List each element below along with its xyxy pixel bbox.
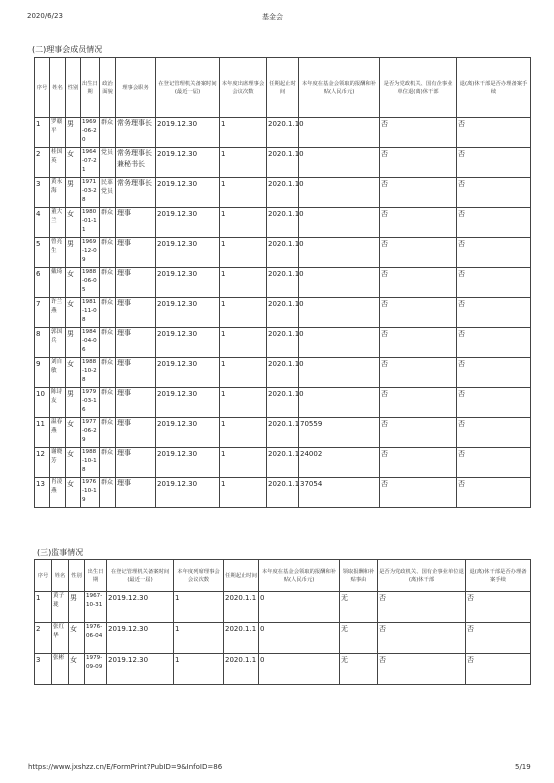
- cell-retired: 否: [380, 448, 457, 478]
- column-header: 本年度在基金会领取的报酬和补贴(人民币元): [299, 58, 380, 118]
- table-row: [35, 478, 531, 508]
- cell-no: 3: [35, 178, 50, 208]
- cell-birth: 1988-06-05: [81, 268, 100, 298]
- table-row: [35, 654, 531, 685]
- column-header: 退(离)休干部是否办理备案手续: [466, 560, 531, 592]
- cell-sex: 女: [66, 268, 81, 298]
- cell-sex: 男: [66, 388, 81, 418]
- cell-party: 群众: [100, 298, 116, 328]
- cell-role: 常务理事长兼秘书长: [116, 148, 156, 178]
- print-date: 2020/6/23: [27, 12, 63, 20]
- column-header: 任期起止时间: [267, 58, 299, 118]
- supervisors-table: [34, 559, 531, 685]
- cell-no: 11: [35, 418, 50, 448]
- cell-party: 群众: [100, 238, 116, 268]
- cell-term: 2020.1.10: [267, 178, 299, 208]
- cell-party: 群众: [100, 118, 116, 148]
- cell-name: 刘自敏: [50, 358, 66, 388]
- cell-pay: [299, 118, 380, 148]
- cell-term: 2020.1.10: [267, 148, 299, 178]
- table-row: [35, 268, 531, 298]
- cell-filed: 2019.12.30: [156, 148, 220, 178]
- cell-registered: 否: [457, 238, 531, 268]
- cell-pay: 24002: [299, 448, 380, 478]
- cell-no: 7: [35, 298, 50, 328]
- cell-retired: 否: [380, 328, 457, 358]
- cell-registered: 否: [457, 358, 531, 388]
- cell-birth: 1967-10-31: [85, 592, 107, 623]
- cell-sex: 女: [66, 358, 81, 388]
- cell-retired: 否: [378, 623, 466, 654]
- cell-no: 5: [35, 238, 50, 268]
- cell-party: 群众: [100, 358, 116, 388]
- cell-birth: 1971-03-28: [81, 178, 100, 208]
- cell-role: 常务理事长: [116, 178, 156, 208]
- table-row: [35, 448, 531, 478]
- cell-filed: 2019.12.30: [156, 178, 220, 208]
- cell-pay: [299, 178, 380, 208]
- cell-meetings: 1: [174, 623, 224, 654]
- cell-role: 理事: [116, 328, 156, 358]
- cell-name: 黄子珑: [52, 592, 69, 623]
- column-header: 出生日期: [85, 560, 107, 592]
- cell-sex: 男: [66, 178, 81, 208]
- cell-role: 理事: [116, 238, 156, 268]
- cell-registered: 否: [466, 623, 531, 654]
- cell-no: 10: [35, 388, 50, 418]
- cell-name: 陈诗友: [50, 388, 66, 418]
- table-row: [35, 592, 531, 623]
- cell-party: 群众: [100, 478, 116, 508]
- cell-sex: 女: [66, 418, 81, 448]
- cell-party: 群众: [100, 388, 116, 418]
- cell-meetings: 1: [220, 418, 267, 448]
- column-header: 领取报酬和补贴事由: [340, 560, 378, 592]
- cell-pay: 70559: [299, 418, 380, 448]
- cell-party: 群众: [100, 208, 116, 238]
- column-header: 退(离)休干部是否办理备案手续: [457, 58, 531, 118]
- cell-filed: 2019.12.30: [156, 298, 220, 328]
- cell-role: 理事: [116, 208, 156, 238]
- cell-no: 4: [35, 208, 50, 238]
- cell-filed: 2019.12.30: [156, 208, 220, 238]
- cell-filed: 2019.12.30: [156, 448, 220, 478]
- cell-filed: 2019.12.30: [156, 268, 220, 298]
- cell-sex: 男: [66, 118, 81, 148]
- cell-reason: 无: [340, 623, 378, 654]
- cell-pay: [299, 298, 380, 328]
- cell-name: 许兰燕: [50, 298, 66, 328]
- cell-role: 理事: [116, 478, 156, 508]
- cell-pay: 0: [259, 654, 340, 685]
- cell-sex: 女: [69, 623, 85, 654]
- cell-no: 1: [35, 118, 50, 148]
- cell-filed: 2019.12.30: [156, 388, 220, 418]
- cell-meetings: 1: [220, 478, 267, 508]
- cell-no: 2: [35, 148, 50, 178]
- column-header: 性别: [66, 58, 81, 118]
- cell-name: 谢晓芳: [50, 448, 66, 478]
- cell-pay: [299, 208, 380, 238]
- cell-registered: 否: [457, 208, 531, 238]
- cell-sex: 女: [66, 298, 81, 328]
- column-header: 任期起止时间: [224, 560, 259, 592]
- table-row: [35, 298, 531, 328]
- cell-name: 桂国英: [50, 148, 66, 178]
- cell-name: 黄永海: [50, 178, 66, 208]
- cell-name: 董大兰: [50, 208, 66, 238]
- cell-birth: 1976-10-19: [81, 478, 100, 508]
- cell-term: 2020.1.1: [224, 623, 259, 654]
- cell-filed: 2019.12.30: [156, 238, 220, 268]
- column-header: 理事会职务: [116, 58, 156, 118]
- cell-meetings: 1: [220, 208, 267, 238]
- cell-term: 2020.1.1: [267, 448, 299, 478]
- cell-no: 1: [35, 592, 52, 623]
- cell-retired: 否: [380, 418, 457, 448]
- cell-meetings: 1: [220, 388, 267, 418]
- cell-name: 温春燕: [50, 418, 66, 448]
- cell-retired: 否: [380, 358, 457, 388]
- cell-name: 戴琦: [50, 268, 66, 298]
- table-row: [35, 358, 531, 388]
- cell-sex: 女: [66, 448, 81, 478]
- cell-meetings: 1: [220, 448, 267, 478]
- cell-no: 13: [35, 478, 50, 508]
- cell-filed: 2019.12.30: [107, 592, 174, 623]
- cell-pay: 37054: [299, 478, 380, 508]
- cell-birth: 1969-06-20: [81, 118, 100, 148]
- table-row: [35, 418, 531, 448]
- column-header: 本年度出席理事会会议次数: [220, 58, 267, 118]
- cell-party: 民革党员: [100, 178, 116, 208]
- column-header: 序号: [35, 560, 52, 592]
- cell-term: 2020.1.1: [224, 654, 259, 685]
- cell-birth: 1988-10-18: [81, 448, 100, 478]
- cell-meetings: 1: [220, 178, 267, 208]
- column-header: 出生日期: [81, 58, 100, 118]
- cell-retired: 否: [380, 148, 457, 178]
- section3-heading: (三)监事情况: [37, 548, 84, 557]
- cell-party: 群众: [100, 328, 116, 358]
- cell-retired: 否: [380, 178, 457, 208]
- cell-name: 罗赣平: [50, 118, 66, 148]
- cell-role: 理事: [116, 448, 156, 478]
- cell-pay: 0: [259, 623, 340, 654]
- cell-role: 常务理事长: [116, 118, 156, 148]
- cell-role: 理事: [116, 268, 156, 298]
- cell-sex: 女: [66, 478, 81, 508]
- cell-sex: 男: [66, 328, 81, 358]
- footer-url[interactable]: https://www.jxshzz.cn/E/FormPrint?PubID=9&InfoID=86: [28, 763, 223, 771]
- cell-no: 8: [35, 328, 50, 358]
- cell-no: 9: [35, 358, 50, 388]
- cell-meetings: 1: [220, 328, 267, 358]
- cell-term: 2020.1.10: [267, 328, 299, 358]
- cell-term: 2020.1.10: [267, 298, 299, 328]
- column-header: 本年度列席理事会会议次数: [174, 560, 224, 592]
- cell-birth: 1964-07-21: [81, 148, 100, 178]
- cell-name: 肖凌燕: [50, 478, 66, 508]
- column-header: 姓名: [50, 58, 66, 118]
- cell-birth: 1976-06-04: [85, 623, 107, 654]
- cell-meetings: 1: [174, 592, 224, 623]
- table-row: [35, 118, 531, 148]
- column-header: 序号: [35, 58, 50, 118]
- cell-birth: 1981-11-08: [81, 298, 100, 328]
- table-row: [35, 208, 531, 238]
- table-row: [35, 328, 531, 358]
- cell-birth: 1979-03-16: [81, 388, 100, 418]
- cell-retired: 否: [380, 238, 457, 268]
- cell-registered: 否: [457, 298, 531, 328]
- cell-sex: 男: [66, 238, 81, 268]
- cell-term: 2020.1.10: [267, 358, 299, 388]
- column-header: 政治面貌: [100, 58, 116, 118]
- board-members-table: [34, 57, 531, 508]
- cell-retired: 否: [380, 208, 457, 238]
- cell-birth: 1979-09-09: [85, 654, 107, 685]
- cell-meetings: 1: [220, 298, 267, 328]
- cell-retired: 否: [380, 268, 457, 298]
- cell-retired: 否: [380, 388, 457, 418]
- column-header: 性别: [69, 560, 85, 592]
- cell-term: 2020.1.1: [224, 592, 259, 623]
- page-title: 基金会: [262, 13, 283, 21]
- cell-filed: 2019.12.30: [156, 358, 220, 388]
- cell-meetings: 1: [220, 358, 267, 388]
- cell-role: 理事: [116, 418, 156, 448]
- cell-filed: 2019.12.30: [156, 118, 220, 148]
- table-row: [35, 178, 531, 208]
- cell-name: 张红华: [52, 623, 69, 654]
- cell-term: 2020.1.10: [267, 388, 299, 418]
- table-row: [35, 148, 531, 178]
- cell-birth: 1988-10-28: [81, 358, 100, 388]
- cell-pay: [299, 358, 380, 388]
- cell-party: 群众: [100, 448, 116, 478]
- cell-term: 2020.1.10: [267, 208, 299, 238]
- cell-retired: 否: [380, 298, 457, 328]
- cell-pay: 0: [259, 592, 340, 623]
- cell-filed: 2019.12.30: [156, 418, 220, 448]
- cell-retired: 否: [380, 118, 457, 148]
- cell-birth: 1980-01-11: [81, 208, 100, 238]
- cell-role: 理事: [116, 358, 156, 388]
- cell-name: 张彬: [52, 654, 69, 685]
- cell-registered: 否: [466, 592, 531, 623]
- cell-term: 2020.1.10: [267, 268, 299, 298]
- cell-birth: 1969-12-09: [81, 238, 100, 268]
- cell-term: 2020.1.10: [267, 118, 299, 148]
- table-row: [35, 238, 531, 268]
- cell-sex: 女: [66, 148, 81, 178]
- column-header: 在登记管理机关备案时间(最近一届): [107, 560, 174, 592]
- cell-registered: 否: [457, 118, 531, 148]
- cell-role: 理事: [116, 388, 156, 418]
- cell-meetings: 1: [174, 654, 224, 685]
- cell-meetings: 1: [220, 148, 267, 178]
- cell-sex: 女: [69, 654, 85, 685]
- cell-no: 6: [35, 268, 50, 298]
- cell-registered: 否: [457, 268, 531, 298]
- cell-meetings: 1: [220, 268, 267, 298]
- cell-sex: 女: [66, 208, 81, 238]
- cell-registered: 否: [466, 654, 531, 685]
- cell-party: 群众: [100, 418, 116, 448]
- cell-meetings: 1: [220, 118, 267, 148]
- column-header: 是否为党政机关、国有企事业单位退(离)休干部: [380, 58, 457, 118]
- table-row: [35, 623, 531, 654]
- footer-page-number: 5/19: [515, 763, 531, 771]
- cell-registered: 否: [457, 448, 531, 478]
- cell-birth: 1984-04-06: [81, 328, 100, 358]
- cell-registered: 否: [457, 418, 531, 448]
- cell-birth: 1977-06-29: [81, 418, 100, 448]
- column-header: 是否为党政机关、国有企事业单位退(离)休干部: [378, 560, 466, 592]
- cell-filed: 2019.12.30: [107, 623, 174, 654]
- cell-filed: 2019.12.30: [156, 328, 220, 358]
- cell-pay: [299, 238, 380, 268]
- cell-no: 12: [35, 448, 50, 478]
- cell-term: 2020.1.1: [267, 418, 299, 448]
- cell-term: 2020.1.10: [267, 238, 299, 268]
- cell-retired: 否: [378, 654, 466, 685]
- table-row: [35, 388, 531, 418]
- column-header: 在登记管理机关备案时间(最近一届): [156, 58, 220, 118]
- cell-retired: 否: [378, 592, 466, 623]
- cell-registered: 否: [457, 388, 531, 418]
- cell-name: 郭国兵: [50, 328, 66, 358]
- cell-no: 2: [35, 623, 52, 654]
- cell-pay: [299, 328, 380, 358]
- cell-pay: [299, 268, 380, 298]
- column-header: 姓名: [52, 560, 69, 592]
- cell-filed: 2019.12.30: [107, 654, 174, 685]
- cell-retired: 否: [380, 478, 457, 508]
- cell-meetings: 1: [220, 238, 267, 268]
- cell-pay: [299, 388, 380, 418]
- cell-registered: 否: [457, 478, 531, 508]
- cell-term: 2020.1.1: [267, 478, 299, 508]
- cell-pay: [299, 148, 380, 178]
- cell-reason: 无: [340, 654, 378, 685]
- cell-no: 3: [35, 654, 52, 685]
- section2-heading: (二)理事会成员情况: [32, 45, 103, 54]
- cell-party: 群众: [100, 268, 116, 298]
- cell-filed: 2019.12.30: [156, 478, 220, 508]
- column-header: 本年度在基金会领取的报酬和补贴(人民币元): [259, 560, 340, 592]
- cell-name: 曾亮生: [50, 238, 66, 268]
- cell-registered: 否: [457, 178, 531, 208]
- cell-registered: 否: [457, 148, 531, 178]
- cell-role: 理事: [116, 298, 156, 328]
- cell-sex: 男: [69, 592, 85, 623]
- cell-reason: 无: [340, 592, 378, 623]
- cell-registered: 否: [457, 328, 531, 358]
- cell-party: 党员: [100, 148, 116, 178]
